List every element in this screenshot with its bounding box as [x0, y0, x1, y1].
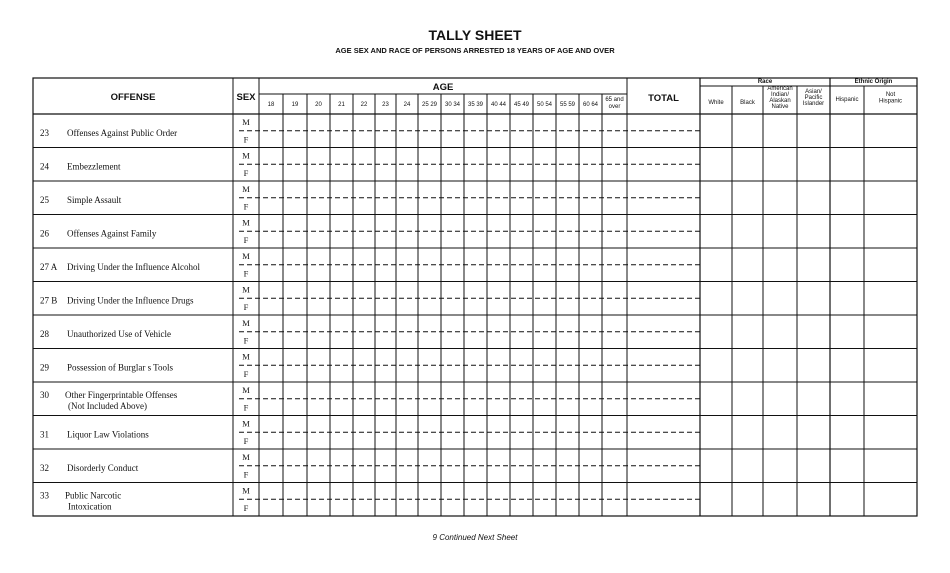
- ethnic-label: Not Hispanic: [878, 92, 903, 105]
- sex-label-f: F: [243, 134, 249, 145]
- sex-label-f: F: [243, 469, 249, 480]
- offense-code: 28: [40, 328, 49, 339]
- sex-label-m: M: [242, 117, 250, 127]
- age-label: 60 64: [582, 102, 599, 108]
- sex-label-f: F: [243, 235, 249, 245]
- offense-code: 24: [40, 161, 49, 172]
- sex-label-m: M: [242, 351, 250, 362]
- ethnic-header: Ethnic Origin: [854, 79, 893, 85]
- age-label: 65 and: [605, 97, 624, 103]
- offense-name: Disorderly Conduct: [67, 462, 139, 473]
- sex-label-m: M: [242, 184, 250, 194]
- total-header: TOTAL: [648, 93, 679, 104]
- offense-name: Driving Under the Influence Drugs: [67, 295, 194, 306]
- sex-label-m: M: [242, 418, 250, 429]
- offense-code: 27 A: [40, 261, 58, 272]
- sex-label-f: F: [243, 436, 249, 446]
- offense-name-line2: Intoxication: [68, 501, 112, 512]
- footer-note: 9 Continued Next Sheet: [432, 533, 518, 542]
- offense-name: Liquor Law Violations: [67, 429, 149, 440]
- age-label: 45 49: [513, 102, 530, 108]
- age-label: 22: [360, 102, 368, 108]
- race-label: Asian/ Pacific Islander: [802, 89, 825, 107]
- age-label: 20: [315, 102, 322, 108]
- offense-name-line2: (Not Included Above): [68, 400, 147, 411]
- offense-name: Driving Under the Influence Alcohol: [67, 261, 200, 272]
- offense-name: Possession of Burglar s Tools: [67, 362, 174, 373]
- sex-label-f: F: [243, 168, 249, 178]
- sex-label-f: F: [243, 335, 249, 346]
- age-label: over: [608, 104, 621, 110]
- age-label: 19: [291, 102, 299, 108]
- sex-label-m: M: [242, 217, 250, 228]
- age-label: 55 59: [559, 102, 576, 108]
- sex-header: SEX: [236, 92, 256, 103]
- sex-label-m: M: [242, 485, 250, 496]
- page-title: TALLY SHEET: [428, 27, 522, 43]
- sex-label-f: F: [243, 302, 249, 312]
- race-label: Black: [740, 100, 755, 106]
- page-subtitle: AGE SEX AND RACE OF PERSONS ARRESTED 18 YEARS OF AGE AND OVER: [335, 46, 615, 55]
- offense-name: Unauthorized Use of Vehicle: [67, 328, 172, 339]
- offense-name: Public Narcotic: [65, 490, 122, 501]
- age-label: 35 39: [467, 102, 484, 108]
- offense-name: Embezzlement: [67, 161, 121, 172]
- offense-name: Offenses Against Public Order: [67, 127, 178, 138]
- offense-code: 31: [40, 429, 49, 440]
- offense-code: 27 B: [40, 295, 58, 306]
- sex-label-f: F: [243, 402, 249, 413]
- offense-header: OFFENSE: [110, 92, 156, 103]
- sex-label-m: M: [242, 150, 250, 161]
- offense-code: 26: [40, 228, 49, 239]
- offense-code: 29: [40, 362, 49, 373]
- sex-label-m: M: [242, 284, 250, 295]
- offense-code: 33: [40, 490, 49, 501]
- age-header: AGE: [432, 82, 454, 93]
- sex-label-f: F: [243, 268, 249, 279]
- sex-label-f: F: [243, 503, 249, 513]
- sex-label-m: M: [242, 385, 250, 395]
- sex-label-m: M: [242, 251, 250, 261]
- race-label: American Indian/ Alaskan Native: [767, 86, 793, 110]
- offense-code: 23: [40, 127, 49, 138]
- offense-name: Other Fingerprintable Offenses: [65, 389, 178, 400]
- age-label: 50 54: [536, 102, 553, 108]
- age-label: 30 34: [444, 102, 461, 108]
- race-label: White: [708, 100, 724, 106]
- sex-label-f: F: [243, 369, 249, 379]
- offense-code: 30: [40, 389, 49, 400]
- age-label: 40 44: [490, 102, 507, 108]
- age-label: 23: [382, 102, 389, 108]
- age-label: 25 29: [421, 102, 438, 108]
- offense-name: Offenses Against Family: [67, 228, 157, 239]
- offense-name: Simple Assault: [67, 194, 122, 205]
- age-label: 21: [338, 102, 345, 108]
- ethnic-label: Hispanic: [835, 97, 859, 103]
- sex-label-f: F: [243, 201, 249, 212]
- race-header: Race: [757, 79, 773, 85]
- age-label: 24: [403, 102, 411, 108]
- offense-code: 32: [40, 462, 49, 473]
- age-label: 18: [267, 102, 275, 108]
- offense-code: 25: [40, 194, 49, 205]
- sex-label-m: M: [242, 452, 250, 462]
- sex-label-m: M: [242, 318, 250, 328]
